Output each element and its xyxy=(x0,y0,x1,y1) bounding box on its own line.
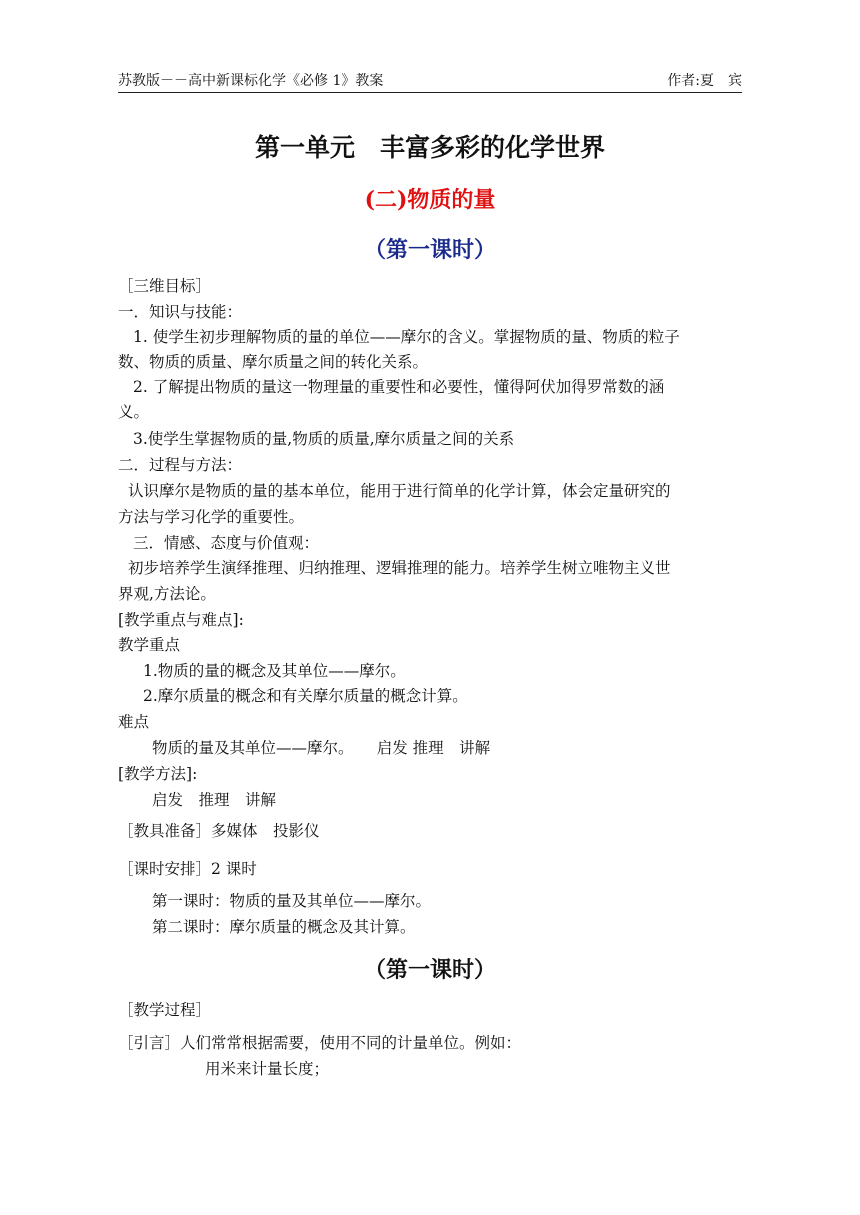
teaching-method-item: 启发 推理 讲解 xyxy=(152,791,277,809)
teaching-aids-line: ［教具准备］多媒体 投影仪 xyxy=(118,822,320,840)
key-point-item: 1.物质的量的概念及其单位——摩尔。 xyxy=(143,662,406,680)
difficulty-item: 物质的量及其单位——摩尔。 启发 推理 讲解 xyxy=(152,739,491,757)
objectives-heading: ［三维目标］ xyxy=(118,277,212,295)
paragraph-line: 方法与学习化学的重要性。 xyxy=(118,508,305,526)
paragraph-line: 界观,方法论。 xyxy=(118,585,216,603)
schedule-line: ［课时安排］2 课时 xyxy=(118,860,257,878)
schedule-item: 第一课时：物质的量及其单位——摩尔。 xyxy=(152,892,432,910)
process-heading: ［教学过程］ xyxy=(118,1001,212,1019)
paragraph-line: 1. 使学生初步理解物质的量的单位——摩尔的含义。掌握物质的量、物质的粒子 xyxy=(133,328,680,346)
paragraph-line: 2. 了解提出物质的量这一物理量的重要性和必要性，懂得阿伏加得罗常数的涵 xyxy=(133,378,665,396)
section-title: (二)物质的量 xyxy=(364,187,496,213)
header-course-title: 苏教版－－高中新课标化学《必修 1》教案 xyxy=(118,73,384,89)
paragraph-line: 3.使学生掌握物质的量,物质的质量,摩尔质量之间的关系 xyxy=(133,430,515,448)
teaching-method-heading: [教学方法]: xyxy=(118,765,198,783)
paragraph-line: 初步培养学生演绎推理、归纳推理、逻辑推理的能力。培养学生树立唯物主义世 xyxy=(128,559,671,577)
schedule-item: 第二课时：摩尔质量的概念及其计算。 xyxy=(152,918,416,936)
paragraph-line: 数、物质的质量、摩尔质量之间的转化关系。 xyxy=(118,353,429,371)
introduction-example: 用米来计量长度； xyxy=(205,1060,330,1078)
lesson-title-repeat: （第一课时） xyxy=(363,957,496,983)
page-header xyxy=(118,70,742,93)
difficulty-label: 难点 xyxy=(118,713,150,731)
key-difficult-heading: [教学重点与难点]: xyxy=(118,611,244,629)
key-points-label: 教学重点 xyxy=(118,636,181,654)
key-point-item: 2.摩尔质量的概念和有关摩尔质量的概念计算。 xyxy=(143,687,468,705)
introduction-line: ［引言］人们常常根据需要，使用不同的计量单位。例如： xyxy=(118,1034,522,1052)
unit-title: 第一单元 丰富多彩的化学世界 xyxy=(254,133,605,162)
paragraph-line: 认识摩尔是物质的量的基本单位，能用于进行简单的化学计算，体会定量研究的 xyxy=(128,482,671,500)
attitude-values-heading: 三．情感、态度与价值观： xyxy=(133,534,320,552)
knowledge-skills-heading: 一．知识与技能： xyxy=(118,303,243,321)
lesson-title: （第一课时） xyxy=(363,237,496,263)
process-methods-heading: 二．过程与方法： xyxy=(118,456,243,474)
paragraph-line: 义。 xyxy=(118,403,150,421)
header-author: 作者:夏 宾 xyxy=(667,73,742,89)
